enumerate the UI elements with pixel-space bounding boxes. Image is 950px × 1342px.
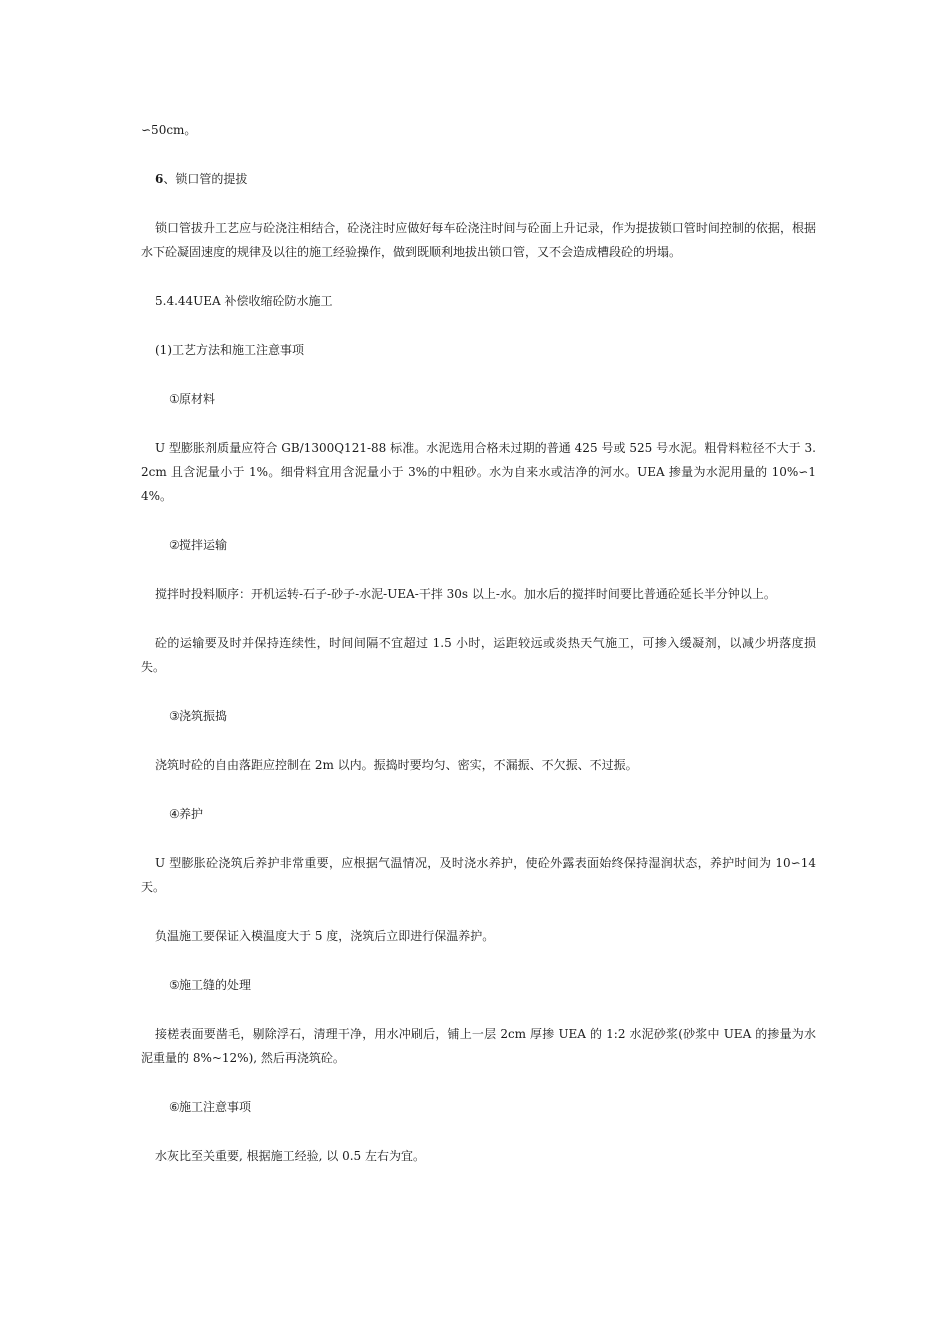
section-heading-uea: 5.4.44UEA 补偿收缩砼防水施工 — [155, 294, 333, 308]
paragraph-transport: 砼的运输要及时并保持连续性，时间间隔不宜超过 1.5 小时，运距较远或炎热天气施工，可掺入缓凝剂，以减少坍落度损失。 — [141, 636, 816, 674]
section-title: 、锁口管的提拔 — [163, 172, 248, 186]
paragraph-cold-weather: 负温施工要保证入模温度大于 5 度，浇筑后立即进行保温养护。 — [155, 929, 495, 943]
paragraph-construction-joint: 接槎表面要凿毛，剔除浮石，清理干净，用水冲刷后，铺上一层 2cm 厚掺 UEA 的 1:2 水泥砂浆(砂浆中 UEA 的掺量为水泥重量的 8%~12%), 然后再浇筑砼。 — [141, 1027, 816, 1065]
item-heading-3 — [141, 704, 816, 728]
circled-number-marker: ④ — [169, 807, 180, 821]
subsection-heading-method: (1)工艺方法和施工注意事项 — [155, 343, 304, 357]
circled-number-marker: ⑥ — [169, 1100, 180, 1114]
item-title: 施工注意事项 — [179, 1100, 252, 1114]
paragraph-pouring: 浇筑时砼的自由落距应控制在 2m 以内。振捣时要均匀、密实，不漏振、不欠振、不过振。 — [155, 758, 638, 772]
paragraph-lock-pipe: 锁口管拔升工艺应与砼浇注相结合，砼浇注时应做好每车砼浇注时间与砼面上升记录，作为提拔锁口管时间控制的依据，根据水下砼凝固速度的规律及以往的施工经验操作，做到既顺利地拔出锁口管，又不会造成槽段砼的坍塌。 — [141, 221, 816, 259]
item-heading-1 — [141, 387, 816, 411]
circled-number-marker: ③ — [169, 709, 180, 723]
section-number: 6 — [155, 172, 164, 186]
section-heading-6 — [141, 167, 816, 191]
item-heading-2 — [141, 533, 816, 557]
item-title: 原材料 — [179, 392, 216, 406]
document-page — [141, 118, 816, 1193]
paragraph-continuation: ∽50cm。 — [141, 123, 197, 137]
paragraph-curing: U 型膨胀砼浇筑后养护非常重要，应根据气温情况，及时浇水养护，使砼外露表面始终保持湿润状态，养护时间为 10∽14 天。 — [141, 856, 816, 894]
paragraph-raw-materials: U 型膨胀剂质量应符合 GB/1300Q121-88 标准。水泥选用合格未过期的普通 425 号或 525 号水泥。粗骨料粒径不大于 3.2cm 且含泥量小于 1%。细骨料宜用含泥量小于 3%的中粗砂。水为自来水或洁净的河水。UEA 掺量为水泥用量的 10%∽14%。 — [141, 441, 816, 503]
circled-number-marker: ⑤ — [169, 978, 180, 992]
item-title: 浇筑振捣 — [179, 709, 228, 723]
item-title: 施工缝的处理 — [179, 978, 252, 992]
item-heading-6 — [141, 1095, 816, 1119]
item-heading-4 — [141, 802, 816, 826]
item-title: 养护 — [179, 807, 204, 821]
paragraph-water-cement-ratio: 水灰比至关重要, 根据施工经验, 以 0.5 左右为宜。 — [155, 1149, 425, 1163]
circled-number-marker: ② — [169, 538, 180, 552]
circled-number-marker: ① — [169, 392, 180, 406]
item-title: 搅拌运输 — [179, 538, 228, 552]
item-heading-5 — [141, 973, 816, 997]
paragraph-mixing-order: 搅拌时投料顺序：开机运转-石子-砂子-水泥-UEA-干拌 30s 以上-水。加水后的搅拌时间要比普通砼延长半分钟以上。 — [155, 587, 776, 601]
